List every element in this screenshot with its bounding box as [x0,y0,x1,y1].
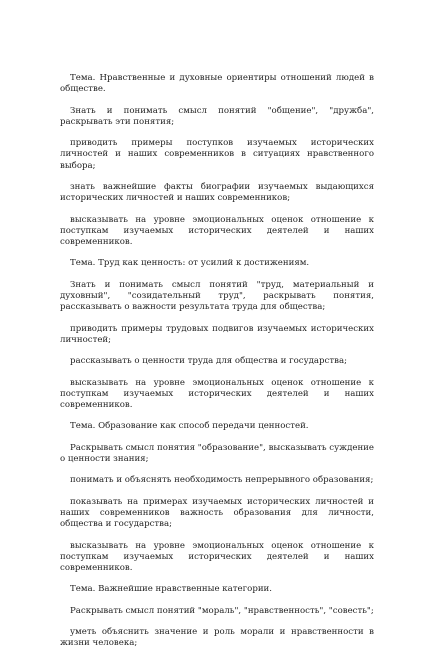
paragraph-topic-moral-categories: Тема. Важнейшие нравственные категории. [70,584,273,595]
paragraph: приводить примеры трудовых подвигов изучаемых исторических личностей; [60,323,374,345]
paragraph: Раскрывать смысл понятий "мораль", "нравственность", "совесть"; [70,605,374,616]
paragraph-topic-moral-orientations: Тема. Нравственные и духовные ориентиры отношений людей в обществе. [60,73,374,95]
paragraph: высказывать на уровне эмоциональных оценок отношение к поступкам изучаемых исторических деятелей и наших современников. [60,540,374,573]
paragraph: Знать и понимать смысл понятий "общение", "дружба", раскрывать эти понятия; [60,105,374,127]
paragraph: показывать на примерах изучаемых исторических личностей и наших современников важность образования для личности, общества и государства; [60,496,374,530]
paragraph-topic-education: Тема. Образование как способ передачи ценностей. [70,421,309,432]
paragraph: Раскрывать смысл понятия "образование", высказывать суждение о ценности знания; [60,442,374,464]
document-body [60,73,374,660]
paragraph: рассказывать о ценности труда для общества и государства; [70,356,347,367]
paragraph: уметь объяснить значение и роль морали и нравственности в жизни человека; [60,627,374,649]
paragraph: Знать и понимать смысл понятий "труд, материальный и духовный", "созидательный труд", раскрывать понятия, рассказывать о важности результата труда для общества; [60,279,374,313]
paragraph: высказывать на уровне эмоциональных оценок отношение к поступкам изучаемых исторических деятелей и наших современников. [60,214,374,247]
paragraph: высказывать на уровне эмоциональных оценок отношение к поступкам изучаемых исторических деятелей и наших современников. [60,377,374,410]
paragraph: понимать и объяснять необходимость непрерывного образования; [70,475,374,486]
paragraph: знать важнейшие факты биографии изучаемых выдающихся исторических личностей и наших современников; [60,181,374,204]
paragraph: приводить примеры поступков изучаемых исторических личностей и наших современников в ситуациях нравственного выбора; [60,138,374,171]
paragraph-topic-labor: Тема. Труд как ценность: от усилий к достижениям. [70,258,310,269]
